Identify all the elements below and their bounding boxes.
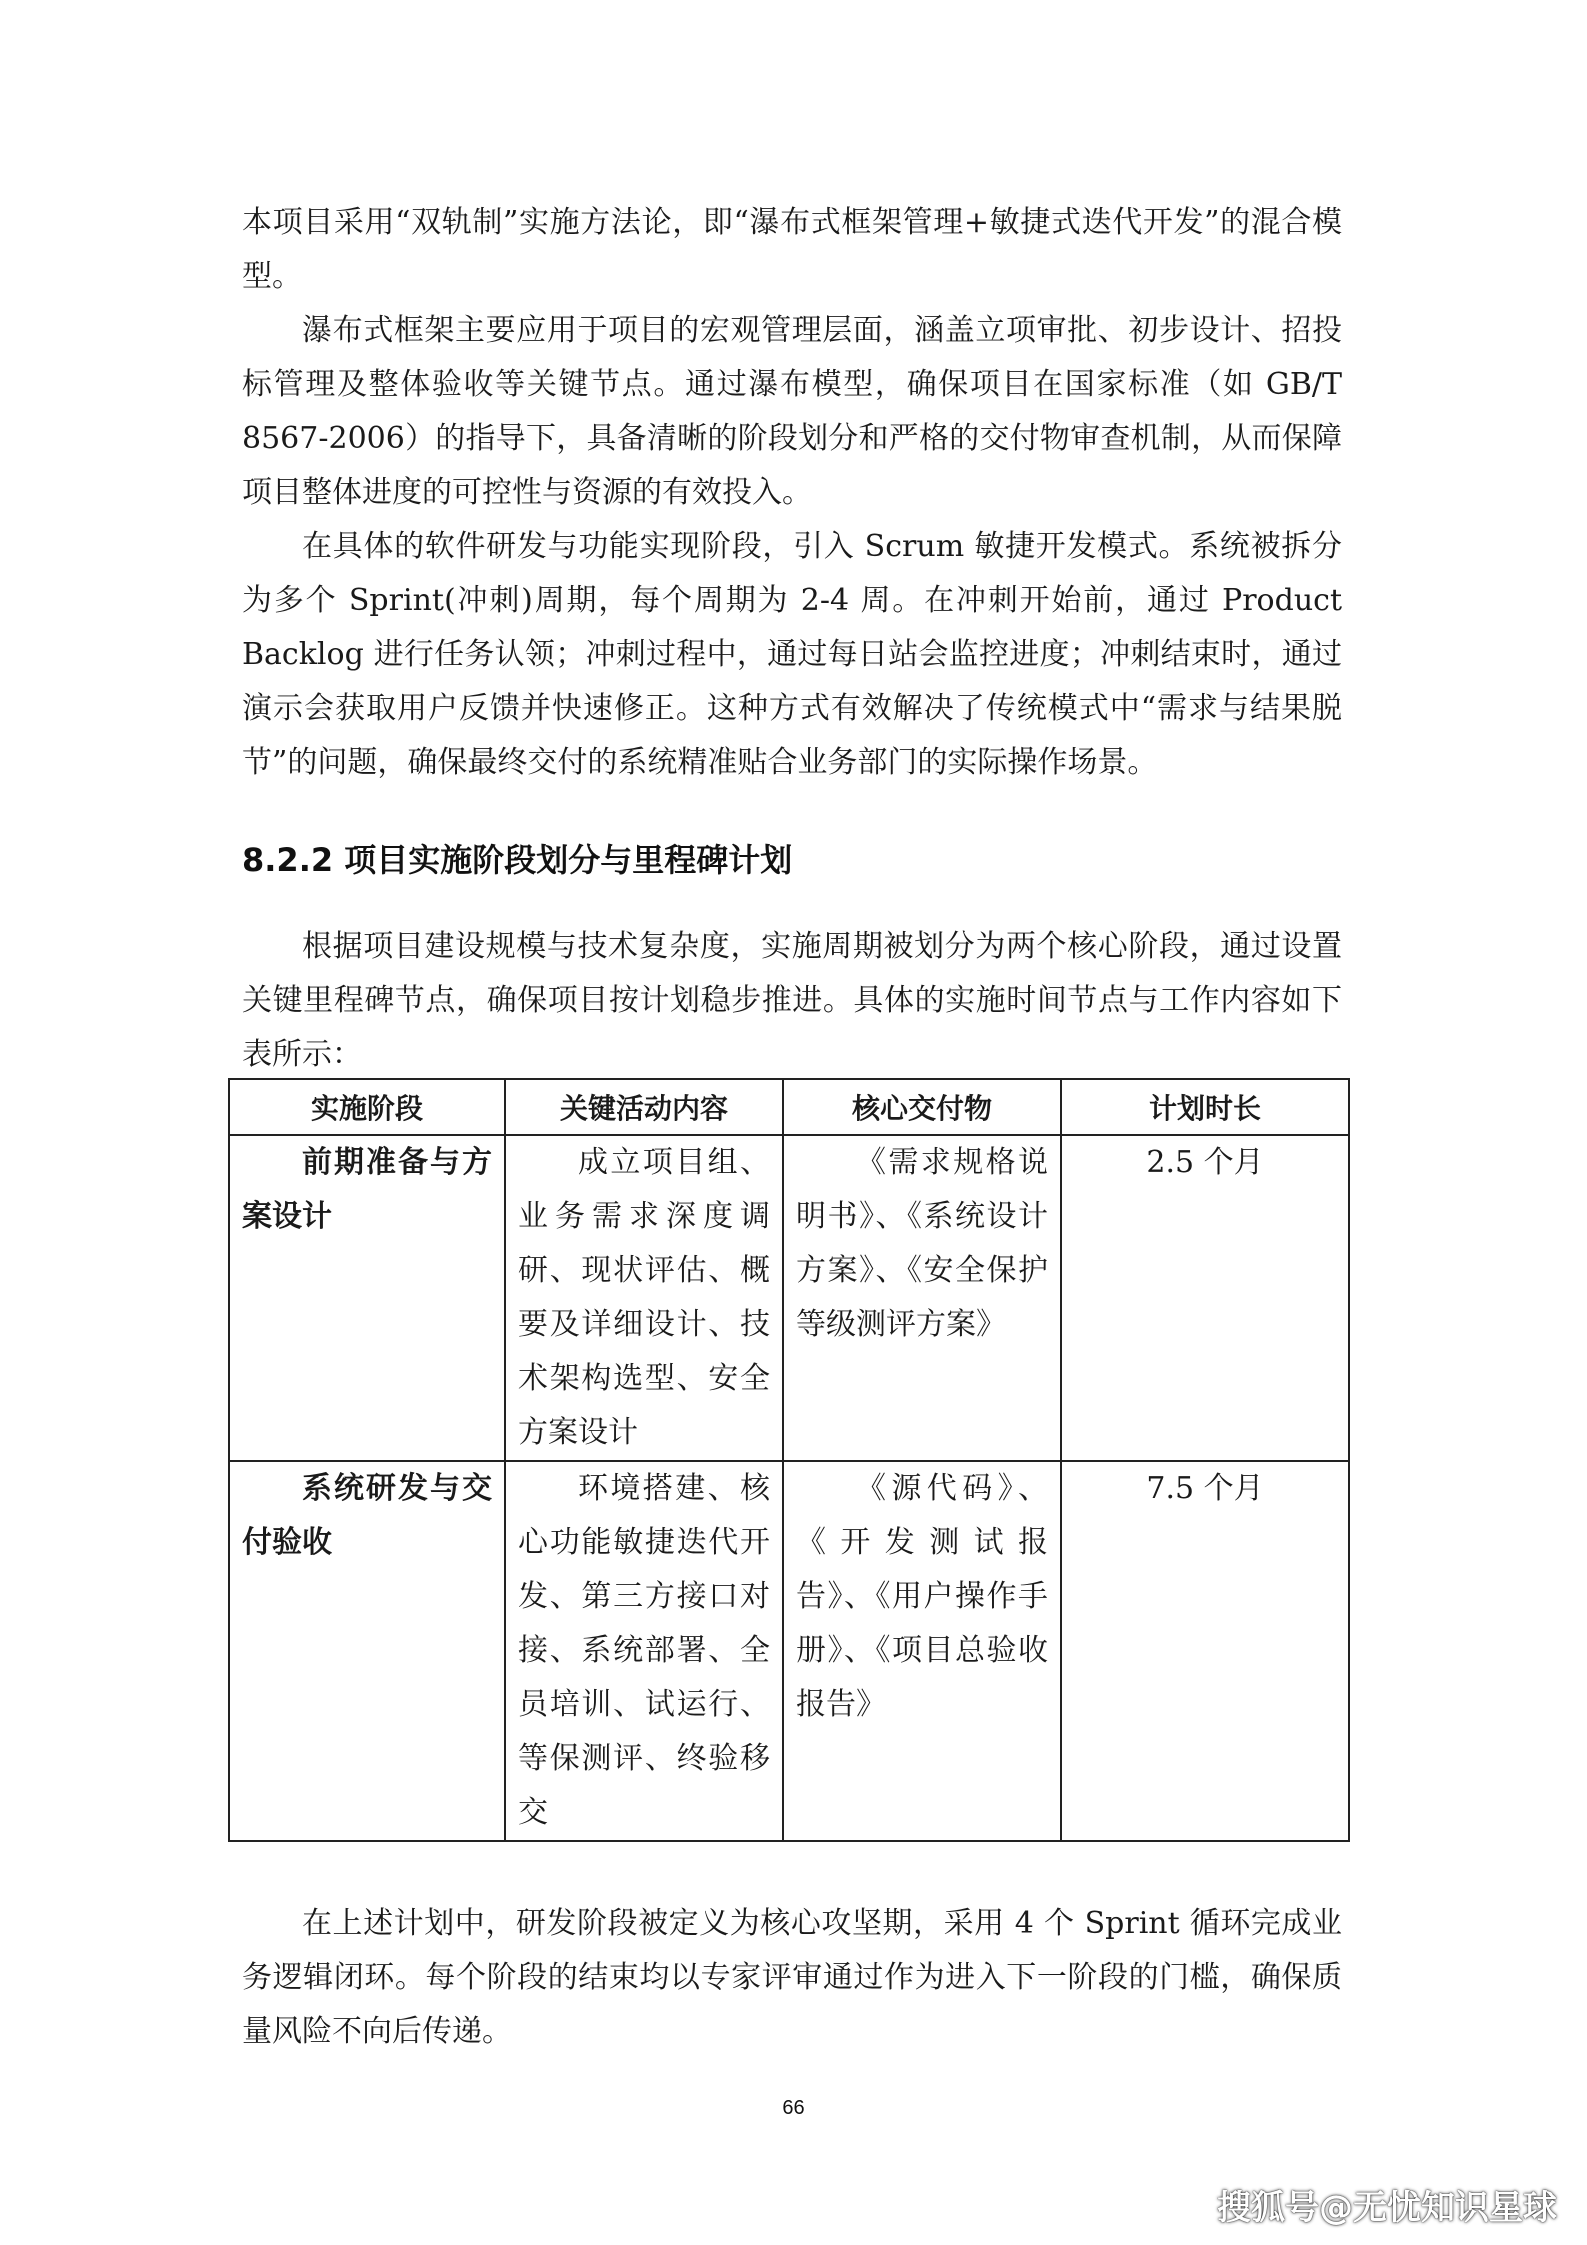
milestone-table	[228, 1078, 1350, 1842]
section-intro-block	[242, 920, 1342, 1082]
section-heading: 8.2.2 项目实施阶段划分与里程碑计划	[242, 841, 793, 879]
table-cell-stage: 前期准备与方案设计	[229, 1135, 505, 1461]
table-header-activities: 关键活动内容	[505, 1079, 783, 1135]
table-header-duration: 计划时长	[1061, 1079, 1349, 1135]
table-cell-activities: 环境搭建、核心功能敏捷迭代开发、第三方接口对接、系统部署、全员培训、试运行、等保测评、终验移交	[505, 1461, 783, 1841]
page-number: 66	[782, 2097, 805, 2119]
intro-paragraph-2: 瀑布式框架主要应用于项目的宏观管理层面，涵盖立项审批、初步设计、招投标管理及整体验收等关键节点。通过瀑布模型，确保项目在国家标准（如 GB/T 8567-2006）的指导下，具备清晰的阶段划分和严格的交付物审查机制，从而保障项目整体进度的可控性与资源的有效投入。	[242, 313, 1342, 510]
table-cell-stage: 系统研发与交付验收	[229, 1461, 505, 1841]
table-row	[229, 1461, 1349, 1841]
table-cell-activities: 成立项目组、业务需求深度调研、现状评估、概要及详细设计、技术架构选型、安全方案设计	[505, 1135, 783, 1461]
table-header-row	[229, 1079, 1349, 1135]
table-cell-duration: 2.5 个月	[1061, 1135, 1349, 1461]
section-intro-paragraph: 根据项目建设规模与技术复杂度，实施周期被划分为两个核心阶段，通过设置关键里程碑节点，确保项目按计划稳步推进。具体的实施时间节点与工作内容如下表所示：	[242, 929, 1342, 1072]
table-row	[229, 1135, 1349, 1461]
intro-paragraph-1: 本项目采用“双轨制”实施方法论，即“瀑布式框架管理+敏捷式迭代开发”的混合模型。	[242, 205, 1342, 294]
watermark: 搜狐号@无忧知识星球	[1217, 2188, 1557, 2228]
summary-paragraph: 在上述计划中，研发阶段被定义为核心攻坚期，采用 4 个 Sprint 循环完成业务逻辑闭环。每个阶段的结束均以专家评审通过作为进入下一阶段的门槛，确保质量风险不向后传递。	[242, 1906, 1342, 2049]
table-cell-duration: 7.5 个月	[1061, 1461, 1349, 1841]
table-cell-deliverables: 《源代码》、《开发测试报告》、《用户操作手册》、《项目总验收报告》	[783, 1461, 1061, 1841]
table-cell-deliverables: 《需求规格说明书》、《系统设计方案》、《安全保护等级测评方案》	[783, 1135, 1061, 1461]
table-header-stage: 实施阶段	[229, 1079, 505, 1135]
table-header-deliverables: 核心交付物	[783, 1079, 1061, 1135]
intro-paragraph-3: 在具体的软件研发与功能实现阶段，引入 Scrum 敏捷开发模式。系统被拆分为多个 Sprint(冲刺)周期，每个周期为 2-4 周。在冲刺开始前，通过 Product Backlog 进行任务认领；冲刺过程中，通过每日站会监控进度；冲刺结束时，通过演示会获取用户反馈并快速修正。这种方式有效解决了传统模式中“需求与结果脱节”的问题，确保最终交付的系统精准贴合业务部门的实际操作场景。	[242, 529, 1342, 780]
intro-text-block	[242, 196, 1342, 790]
summary-block	[242, 1897, 1342, 2059]
